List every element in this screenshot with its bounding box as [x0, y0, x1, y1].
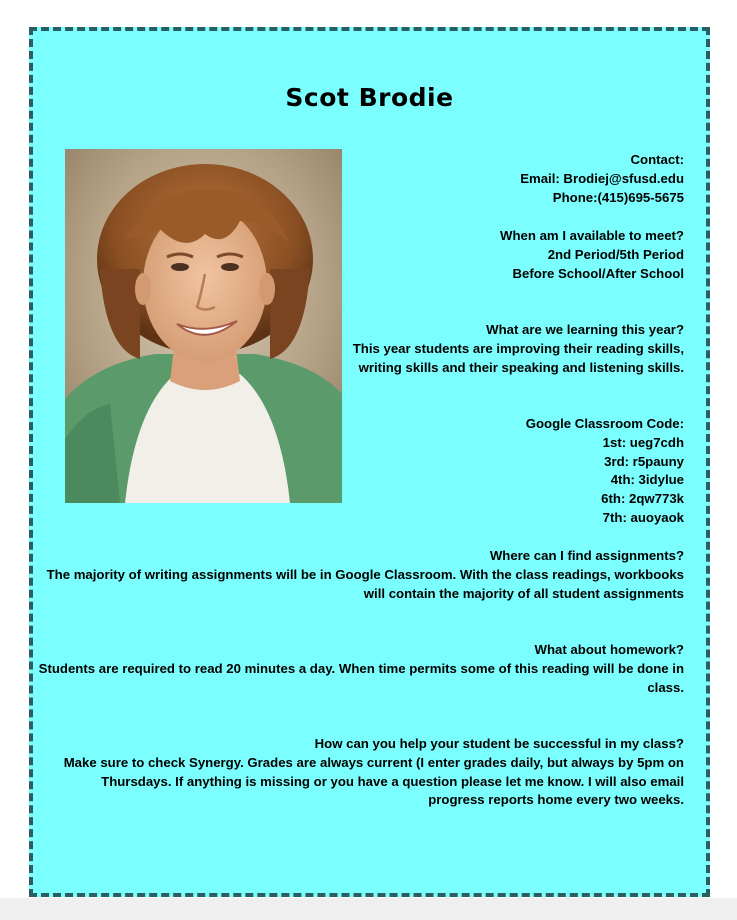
classroom-code-item: 1st: ueg7cdh	[602, 434, 684, 450]
classroom-code-section	[384, 415, 684, 528]
teacher-info-card	[29, 27, 710, 897]
availability-times: Before School/After School	[512, 265, 684, 281]
assignments-heading: Where can I find assignments?	[489, 548, 684, 563]
homework-heading: What about homework?	[534, 642, 684, 657]
help-heading: How can you help your student be successful in my class?	[314, 736, 684, 751]
learning-section	[324, 321, 684, 377]
help-body: Make sure to check Synergy. Grades are always current (I enter grades daily, but always by 5pm on Thursdays. If anything is missing or you have a question please let me know. I will also email progress reports home every two weeks.	[63, 754, 684, 808]
homework-section	[34, 641, 684, 697]
classroom-code-heading: Google Classroom Code:	[525, 416, 684, 431]
learning-heading: What are we learning this year?	[486, 322, 684, 337]
learning-body: This year students are improving their reading skills, writing skills and their speaking and listening skills.	[352, 340, 684, 375]
contact-heading: Contact:	[630, 152, 684, 167]
availability-periods: 2nd Period/5th Period	[547, 246, 684, 262]
classroom-code-item: 3rd: r5pauny	[604, 453, 684, 469]
assignments-section	[44, 547, 684, 603]
availability-section	[284, 227, 684, 283]
page-title: Scot Brodie	[285, 83, 454, 112]
assignments-body: The majority of writing assignments will be in Google Classroom. With the class readings, workbooks will contain the majority of all student assignments	[46, 566, 684, 601]
contact-email: Email: Brodiej@sfusd.edu	[520, 170, 684, 186]
help-section	[44, 735, 684, 810]
homework-body: Students are required to read 20 minutes a day. When time permits some of this reading will be done in class.	[38, 660, 684, 695]
page-footer-band	[0, 898, 737, 920]
classroom-code-item: 4th: 3idylue	[610, 472, 684, 488]
classroom-code-item: 6th: 2qw773k	[601, 491, 684, 507]
classroom-code-item: 7th: auoyaok	[602, 509, 684, 525]
contact-phone: Phone:(415)695-5675	[552, 189, 684, 205]
contact-section	[284, 151, 684, 207]
availability-heading: When am I available to meet?	[500, 228, 684, 243]
